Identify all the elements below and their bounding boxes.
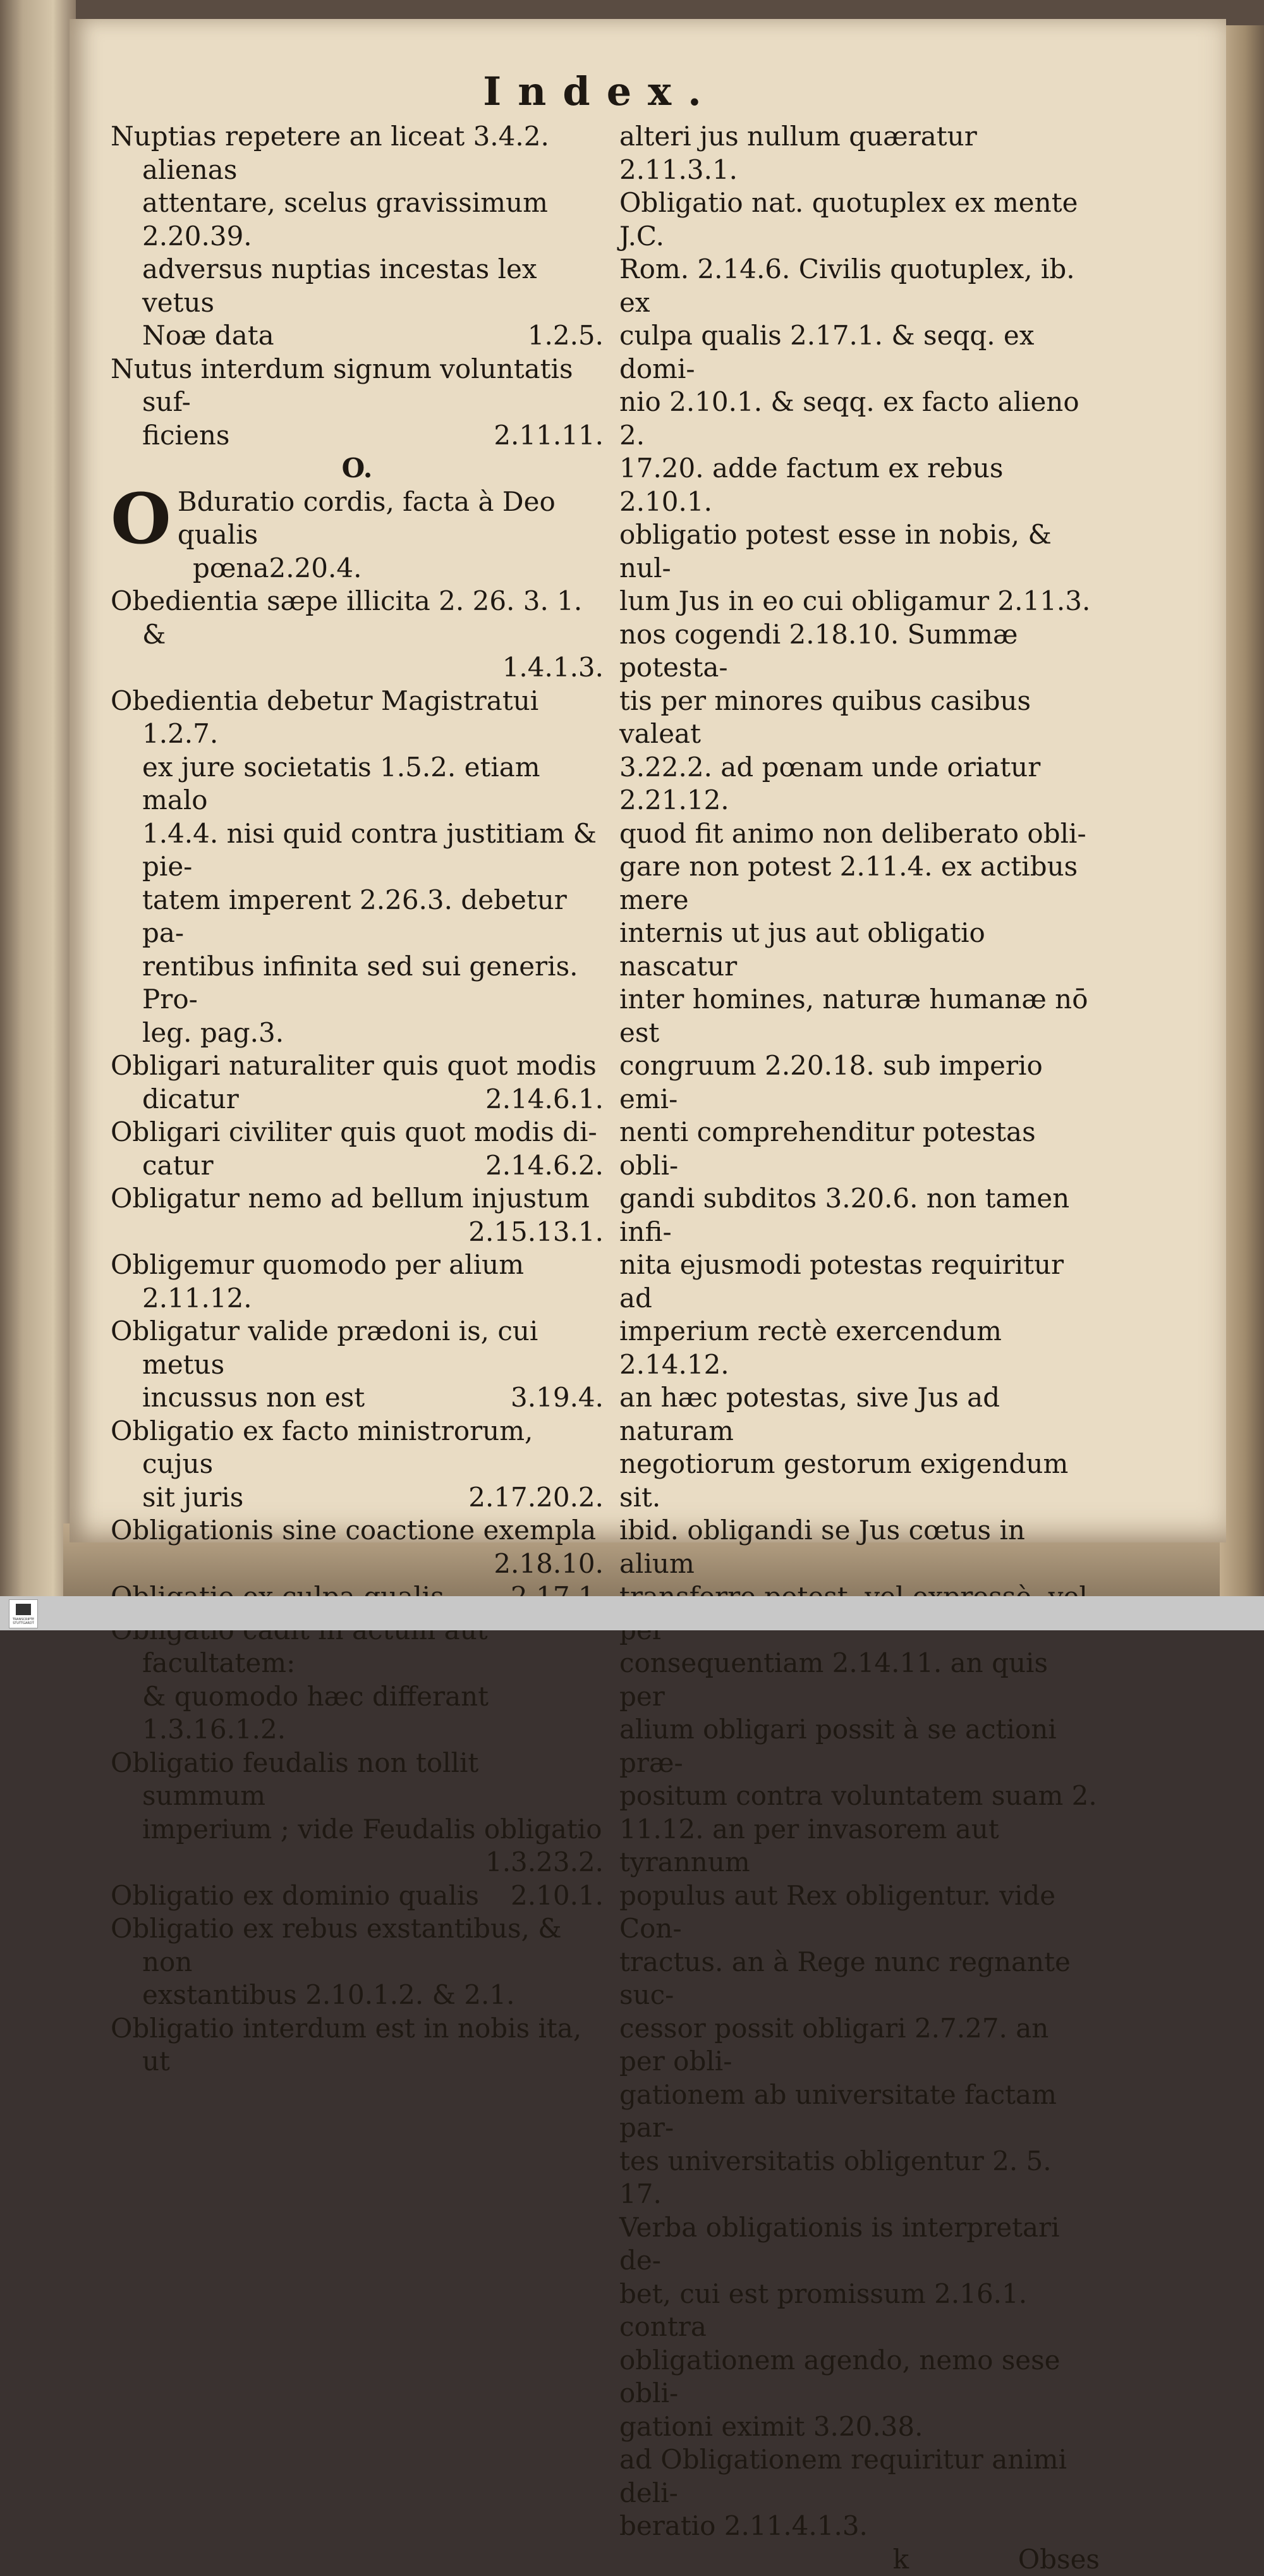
index-text-line: nos cogendi 2.18.10. Summæ potesta-	[619, 618, 1100, 685]
entry-text: Obligemur quomodo per alium 2.11.12.	[111, 1249, 524, 1314]
index-entry-line	[111, 319, 604, 353]
entry-text: Obligatio interdum est in nobis ita, ut	[111, 2013, 581, 2077]
index-text-line: nio 2.10.1. & seqq. ex facto alieno 2.	[619, 386, 1100, 452]
index-entry-line	[111, 751, 604, 817]
index-text-line: bet, cui est promissum 2.16.1. contra	[619, 2278, 1100, 2344]
entry-reference: 1.2.5.	[528, 319, 604, 353]
index-entry-line	[111, 1049, 604, 1083]
entry-reference: 2.10.1.	[511, 1879, 604, 1913]
entry-text: rentibus infinita sed sui generis. Pro-	[142, 951, 578, 1015]
index-text-line: imperium rectè exercendum 2.14.12.	[619, 1315, 1100, 1381]
index-text-line: 11.12. an per invasorem aut tyrannum	[619, 1813, 1100, 1879]
entry-text: Nutus interdum signum voluntatis suf-	[111, 353, 573, 418]
index-entry-line	[111, 1747, 604, 1813]
index-entry-line	[111, 253, 604, 319]
index-entry-line	[111, 585, 604, 651]
index-entry-line	[111, 1481, 604, 1515]
entry-reference: 2.18.10.	[494, 1547, 604, 1581]
index-entry-line	[111, 1149, 604, 1183]
index-text-line: positum contra voluntatem suam 2.	[619, 1779, 1100, 1813]
index-text-line: obligatio potest esse in nobis, & nul-	[619, 518, 1100, 585]
index-text-line: tractus. an à Rege nunc regnante suc-	[619, 1946, 1100, 2012]
index-text-line: lum Jus in eo cui obligamur 2.11.3.	[619, 585, 1100, 618]
index-entry-line	[111, 685, 604, 751]
entry-text: leg. pag.3.	[142, 1017, 284, 1048]
entry-reference: 1.3.23.2.	[485, 1846, 604, 1879]
entry-text: Obedientia sæpe illicita 2. 26. 3. 1. &	[111, 585, 582, 650]
index-entry-line	[111, 1083, 604, 1116]
index-entry-line	[111, 1381, 604, 1415]
entry-text: Obligatur valide prædoni is, cui metus	[111, 1315, 538, 1380]
index-entry-line	[111, 120, 604, 186]
index-text-line: Rom. 2.14.6. Civilis quotuplex, ib. ex	[619, 253, 1100, 319]
index-entry-line	[111, 651, 604, 685]
index-text-line: congruum 2.20.18. sub imperio emi-	[619, 1049, 1100, 1116]
entry-text: Bduratio cordis, facta à Deo qualis	[178, 486, 556, 551]
entry-text: 1.4.4. nisi quid contra justitiam & pie-	[142, 818, 597, 882]
index-entry-line	[111, 353, 604, 419]
index-entry-line	[111, 817, 604, 884]
entry-reference: 2.14.6.2.	[485, 1149, 604, 1183]
index-text-line: inter homines, naturæ humanæ nō est	[619, 983, 1100, 1049]
index-text-line: 3.22.2. ad pœnam unde oriatur 2.21.12.	[619, 751, 1100, 817]
index-text-line: tes universitatis obligentur 2. 5. 17.	[619, 2145, 1100, 2211]
dropcap-entry	[111, 485, 604, 585]
entry-reference: 2.14.6.1.	[485, 1083, 604, 1116]
index-entry-line	[111, 1415, 604, 1481]
entry-reference: 2.20.4.	[269, 552, 362, 583]
index-text-line: negotiorum gestorum exigendum sit.	[619, 1448, 1100, 1514]
index-entry-line	[111, 1813, 604, 1847]
page-title: Index.	[474, 68, 727, 114]
entry-text: exstantibus 2.10.1.2. & 2.1.	[142, 1979, 514, 2010]
index-text-line: tis per minores quibus casibus valeat	[619, 685, 1100, 751]
index-text-line: quod fit animo non deliberato obli-	[619, 817, 1100, 851]
library-logo-icon: TRANSCRIPTE STUTTGARDT	[9, 1599, 38, 1628]
index-entry-line	[111, 1315, 604, 1381]
left-column	[111, 120, 604, 2079]
entry-text: dicatur	[142, 1084, 239, 1114]
right-column	[619, 120, 1100, 2576]
index-text-line: ibid. obligandi se Jus cœtus in alium	[619, 1514, 1100, 1580]
index-text-line: ad Obligationem requiritur animi deli-	[619, 2443, 1100, 2510]
entry-text: Obligatio ex dominio qualis	[111, 1880, 479, 1911]
entry-reference: 3.19.4.	[511, 1381, 604, 1415]
entry-reference: 2.17.20.2.	[468, 1481, 604, 1515]
index-entry-line	[111, 950, 604, 1016]
index-text-line: internis ut jus aut obligatio nascatur	[619, 917, 1100, 983]
entry-text: Obligationis sine coactione exempla	[111, 1515, 596, 1546]
entry-text: Obligari naturaliter quis quot modis	[111, 1050, 597, 1081]
index-entry-line	[111, 1912, 604, 1979]
entry-text: Nuptias repetere an liceat 3.4.2. alienas	[111, 121, 549, 185]
index-text-line: gandi subditos 3.20.6. non tamen infi-	[619, 1182, 1100, 1248]
index-entry-line	[111, 1216, 604, 1249]
index-text-line: beratio 2.11.4.1.3.	[619, 2510, 1100, 2543]
index-text-line: gare non potest 2.11.4. ex actibus mere	[619, 850, 1100, 917]
index-entry-line	[111, 1182, 604, 1216]
letter-heading: O.	[111, 452, 604, 485]
entry-text: Obedientia debetur Magistratui 1.2.7.	[111, 685, 538, 750]
entry-text: Obligatio feudalis non tollit summum	[111, 1747, 478, 1812]
index-entry-line	[111, 2012, 604, 2079]
entry-text: imperium ; vide Feudalis obligatio	[142, 1814, 602, 1845]
entry-text: attentare, scelus gravissimum 2.20.39.	[142, 187, 548, 252]
entry-text: pœna	[193, 552, 269, 583]
index-entry-line	[111, 1846, 604, 1879]
index-entry-line	[111, 419, 604, 453]
entry-text: ficiens	[142, 420, 229, 451]
index-text-line: 17.20. adde factum ex rebus 2.10.1.	[619, 452, 1100, 518]
entry-text: & quomodo hæc differant 1.3.16.1.2.	[142, 1681, 489, 1745]
index-text-line: cessor possit obligari 2.7.27. an per obli-	[619, 2012, 1100, 2079]
viewer-footer-bar	[0, 1596, 1264, 1630]
entry-text: Obligatio ex facto ministrorum, cujus	[111, 1415, 533, 1480]
index-text-line: obligationem agendo, nemo sese obli-	[619, 2344, 1100, 2410]
index-text-line: consequentiam 2.14.11. an quis per	[619, 1647, 1100, 1713]
entry-text: sit juris	[142, 1482, 243, 1513]
index-entry-line	[111, 884, 604, 950]
entry-reference: 2.11.11.	[494, 419, 604, 453]
index-text-line: alium obligari possit à se actioni præ-	[619, 1713, 1100, 1779]
index-entry-line	[111, 1879, 604, 1913]
entry-text: Noæ data	[142, 320, 274, 351]
entry-text: incussus non est	[142, 1382, 365, 1413]
dropcap-initial: O	[111, 491, 171, 547]
index-entry-line	[142, 552, 604, 585]
index-text-line: an hæc potestas, sive Jus ad naturam	[619, 1381, 1100, 1448]
index-text-line: gationi eximit 3.20.38.	[619, 2410, 1100, 2444]
index-text-line: Verba obligationis is interpretari de-	[619, 2211, 1100, 2278]
entry-text: Obligatio ex rebus exstantibus, & non	[111, 1913, 562, 1977]
previous-page-edge	[0, 0, 76, 1596]
entry-reference: 1.4.1.3.	[502, 651, 604, 685]
catchword: Obses	[1018, 2543, 1100, 2576]
index-entry-line	[142, 485, 604, 552]
index-entry-line	[111, 1979, 604, 2012]
index-text-line: gationem ab universitate factam par-	[619, 2079, 1100, 2145]
entry-text: catur	[142, 1150, 214, 1181]
index-entry-line	[111, 1680, 604, 1747]
index-text-line: populus aut Rex obligentur. vide Con-	[619, 1879, 1100, 1946]
signature: k	[893, 2543, 909, 2576]
entry-text: Obligari civiliter quis quot modis di-	[111, 1116, 597, 1147]
index-text-line: nita ejusmodi potestas requiritur ad	[619, 1248, 1100, 1315]
index-entry-line	[111, 1016, 604, 1050]
entry-text: Obligatur nemo ad bellum injustum	[111, 1183, 590, 1214]
entry-reference: 2.15.13.1.	[468, 1216, 604, 1249]
index-entry-line	[111, 1248, 604, 1315]
entry-text: adversus nuptias incestas lex vetus	[142, 253, 537, 318]
index-entry-line	[111, 1514, 604, 1547]
index-entry-line	[111, 186, 604, 253]
index-text-line: culpa qualis 2.17.1. & seqq. ex domi-	[619, 319, 1100, 386]
entry-text: ex jure societatis 1.5.2. etiam malo	[142, 752, 540, 816]
entry-text: facultatem:	[111, 1615, 488, 1679]
index-text-line: nenti comprehenditur potestas obli-	[619, 1116, 1100, 1182]
entry-text: tatem imperent 2.26.3. debetur pa-	[142, 884, 567, 949]
index-text-line: alteri jus nullum quæratur 2.11.3.1.	[619, 120, 1100, 186]
signature-line	[619, 2543, 1100, 2576]
index-entry-line	[111, 1547, 604, 1581]
index-entry-line	[111, 1116, 604, 1149]
index-text-line: Obligatio nat. quotuplex ex mente J.C.	[619, 186, 1100, 253]
